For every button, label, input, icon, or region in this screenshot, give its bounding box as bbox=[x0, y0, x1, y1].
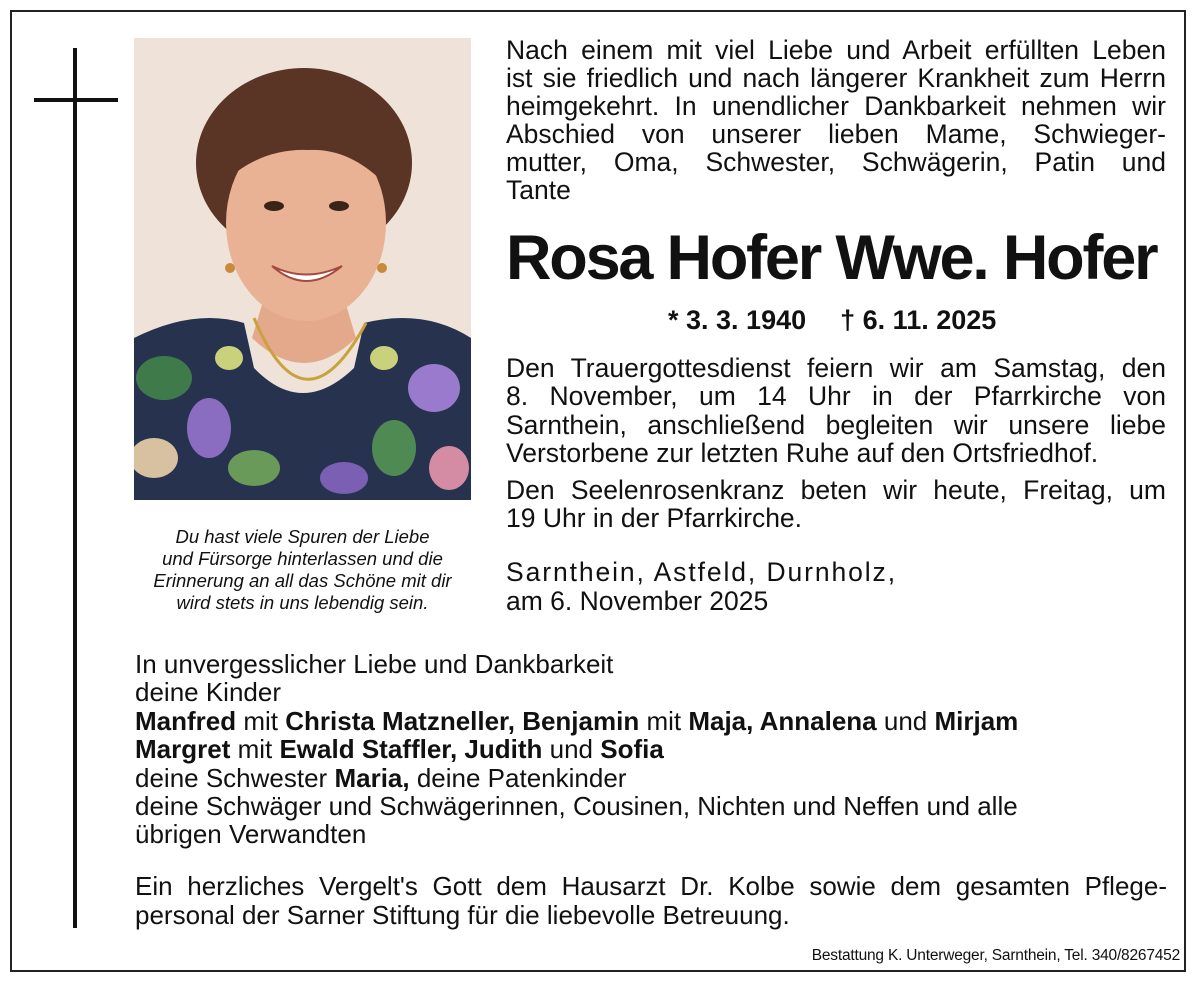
mourner-name: Christa Matzneller, Benjamin bbox=[285, 705, 640, 736]
caption-line: Erinnerung an all das Schöne mit dir bbox=[153, 570, 452, 591]
connector-text: deine Patenkinder bbox=[409, 762, 627, 793]
rosary-line: 19 Uhr in der Pfarrkirche. bbox=[506, 503, 803, 534]
funeral-service-text bbox=[506, 354, 1166, 467]
mourner-name: Mirjam bbox=[934, 705, 1019, 736]
photo-caption bbox=[134, 526, 471, 614]
service-line: Sarnthein, anschließend begleiten wir unsere liebe bbox=[506, 409, 1166, 440]
cross-icon bbox=[73, 48, 77, 928]
thanks-text bbox=[135, 872, 1167, 930]
intro-line: Nach einem mit viel Liebe und Arbeit erfüllten Leben bbox=[506, 35, 1166, 65]
connector-text: und bbox=[542, 734, 601, 765]
intro-line: mutter, Oma, Schwester, Schwägerin, Patin und bbox=[506, 147, 1166, 177]
deceased-name: Rosa Hofer Wwe. Hofer bbox=[506, 223, 1157, 293]
intro-line: ist sie friedlich und nach längerer Krankheit zum Herrn bbox=[506, 63, 1166, 93]
service-line: Den Trauergottesdienst feiern wir am Samstag, den bbox=[506, 353, 1166, 383]
children-row bbox=[135, 707, 1018, 735]
portrait-illustration bbox=[134, 38, 471, 500]
date-line: am 6. November 2025 bbox=[506, 586, 769, 616]
mourners-list bbox=[135, 650, 1018, 849]
mourners-line: deine Kinder bbox=[135, 677, 281, 708]
thanks-line: Ein herzliches Vergelt's Gott dem Hausarzt Dr. Kolbe sowie dem gesamten Pflege- bbox=[135, 871, 1167, 901]
connector-text: mit bbox=[230, 734, 280, 765]
connector-text: deine Schwester bbox=[135, 762, 335, 793]
mourners-line: In unvergesslicher Liebe und Dankbarkeit bbox=[135, 649, 614, 679]
undertaker-info: Bestattung K. Unterweger, Sarnthein, Tel. 340/8267452 bbox=[811, 947, 1180, 964]
mourners-line: übrigen Verwandten bbox=[135, 819, 367, 850]
place-and-date bbox=[506, 558, 897, 616]
intro-line: heimgekehrt. In unendlicher Dankbarkeit nehmen wir bbox=[506, 91, 1166, 121]
connector-text: mit bbox=[236, 705, 286, 736]
mourner-name: Maja, Annalena bbox=[688, 705, 877, 736]
service-line: Verstorbene zur letzten Ruhe auf den Ortsfriedhof. bbox=[506, 437, 1099, 468]
place-line: Sarnthein, Astfeld, Durnholz, bbox=[506, 557, 897, 587]
mourners-line: deine Schwäger und Schwägerinnen, Cousinen, Nichten und Neffen und alle bbox=[135, 791, 1018, 822]
birth-date: * 3. 3. 1940 bbox=[668, 305, 807, 335]
cross-icon-bar bbox=[34, 98, 118, 102]
mourner-name: Ewald Staffler, Judith bbox=[279, 734, 543, 765]
mourner-name: Manfred bbox=[135, 705, 237, 736]
children-row bbox=[135, 735, 1018, 763]
connector-text: mit bbox=[639, 705, 689, 736]
service-line: 8. November, um 14 Uhr in der Pfarrkirche von bbox=[506, 381, 1166, 412]
mourner-name: Sofia bbox=[600, 734, 664, 765]
rosary-text bbox=[506, 476, 1166, 533]
caption-line: Du hast viele Spuren der Liebe bbox=[175, 526, 430, 547]
death-date: † 6. 11. 2025 bbox=[840, 305, 997, 335]
thanks-line: personal der Sarner Stiftung für die liebevolle Betreuung. bbox=[135, 900, 790, 930]
caption-line: wird stets in uns lebendig sein. bbox=[176, 592, 429, 613]
intro-text bbox=[506, 36, 1166, 204]
sister-row bbox=[135, 764, 1018, 792]
mourner-name: Maria, bbox=[334, 762, 410, 793]
connector-text: und bbox=[876, 705, 935, 736]
intro-line: Abschied von unserer lieben Mame, Schwieger- bbox=[506, 119, 1166, 149]
life-dates bbox=[668, 303, 996, 337]
rosary-line: Den Seelenrosenkranz beten wir heute, Freitag, um bbox=[506, 475, 1166, 505]
portrait-photo bbox=[134, 38, 471, 500]
intro-line: Tante bbox=[506, 175, 571, 205]
mourner-name: Margret bbox=[135, 734, 231, 765]
caption-line: und Fürsorge hinterlassen und die bbox=[162, 548, 443, 569]
